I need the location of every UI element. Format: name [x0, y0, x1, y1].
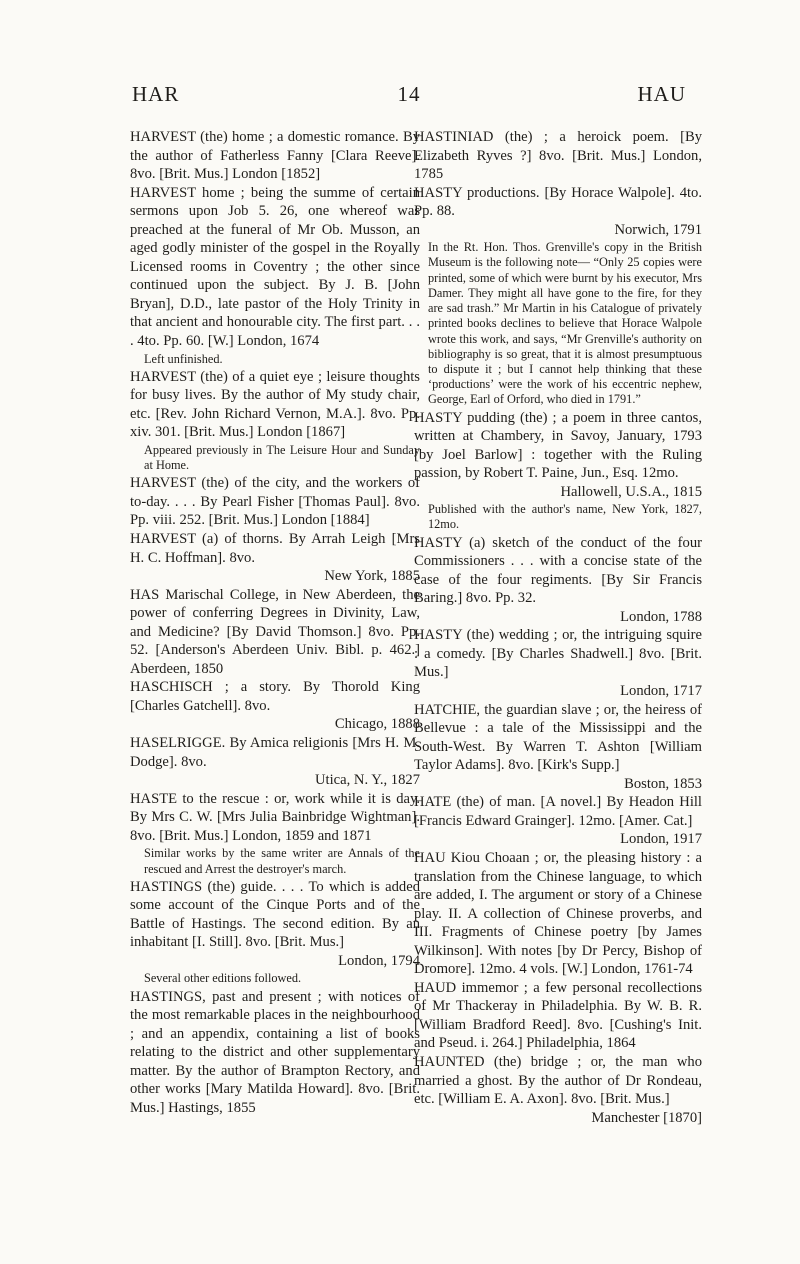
bibliography-entry: [414, 128, 702, 184]
bibliography-entry: [414, 793, 702, 849]
entry-text: HARVEST (a) of thorns. By Arrah Leigh [Mrs H. C. Hoffman]. 8vo.: [130, 531, 420, 566]
entry-text: HASTY pudding (the) ; a poem in three cantos, written at Chambery, in Savoy, January, 1793 [by Joel Barlow] : together with the Ruling passion, by Robert T. Paine, Jun., Esq. 12mo.: [414, 409, 702, 482]
bibliography-entry: [414, 849, 702, 979]
bibliography-entry: [130, 586, 420, 679]
bibliography-entry: [130, 678, 420, 734]
bibliography-entry: [414, 626, 702, 700]
running-head: [132, 82, 686, 112]
bibliography-entry: [130, 128, 420, 184]
entry-place-date: Manchester [1870]: [591, 1109, 702, 1126]
entry-text: HASTY productions. [By Horace Walpole]. 4to. Pp. 88.: [414, 184, 702, 220]
entry-text: HASTY (the) wedding ; or, the intriguing squire : a comedy. [By Charles Shadwell.] 8vo. [Brit. Mus.]: [414, 627, 702, 681]
bibliography-entry: [130, 184, 420, 351]
header-left: HAR: [132, 82, 180, 106]
bibliography-entry: [130, 790, 420, 846]
entry-text: HASTINGS (the) guide. . . . To which is added some account of the Cinque Ports and of the Battle of Hastings. The second edition. By an inhabitant [I. Still]. 8vo. [Brit. Mus.]: [130, 878, 420, 951]
entry-text: HATE (the) of man. [A novel.] By Headon Hill [Francis Edward Grainger]. 12mo. [Amer. Cat.]: [414, 794, 702, 829]
entry-text: HAU Kiou Choaan ; or, the pleasing history : a translation from the Chinese language, to which are added, I. The argument or story of a Chinese play. II. A collection of Chinese proverbs, and III. Fragments of Chinese poetry [by James Wilkinson]. With notes [by Dr Percy, Bishop of Dromore]. 12mo. 4 vols. [W.] London, 1761-74: [414, 849, 702, 978]
entry-place-date: London, 1788: [620, 608, 702, 625]
entry-place-date: New York, 1885: [324, 568, 420, 585]
page-number: 14: [397, 82, 421, 106]
entry-text: HASELRIGGE. By Amica religionis [Mrs H. M. Dodge]. 8vo.: [130, 735, 420, 770]
entry-place-date: Chicago, 1888: [334, 716, 420, 733]
entry-text: HARVEST (the) of a quiet eye ; leisure thoughts for busy lives. By the author of My study chair, etc. [Rev. John Richard Vernon, M.A.]. 8vo. Pp. xiv. 301. [Brit. Mus.] London [1867]: [130, 368, 420, 441]
entry-text: HAS Marischal College, in New Aberdeen, the power of conferring Degrees in Divinity, Law, and Medicine? [By David Thomson.] 8vo. Pp. 52. [Anderson's Aberdeen Univ. Bibl. p. 462.] Aberdeen, 1850: [130, 586, 420, 677]
bibliography-entry: [130, 530, 420, 586]
bibliography-entry: [130, 474, 420, 530]
header-right: HAU: [637, 82, 686, 106]
bibliography-entry: [130, 734, 420, 790]
right-column: [414, 128, 702, 1127]
entry-text: HAUD immemor ; a few personal recollections of Mr Thackeray in Philadelphia. By W. B. R. [William Bradford Reed]. 8vo. [Cushing's Init. and Pseud. i. 264.] Philadelphia, 1864: [414, 979, 702, 1052]
entry-text: HASCHISCH ; a story. By Thorold King [Charles Gatchell]. 8vo.: [130, 679, 420, 714]
entry-note: In the Rt. Hon. Thos. Grenville's copy in the British Museum is the following note— “Only 25 copies were printed, some of which were burnt by his executor, Mrs Damer. They might all have gone to the fire, for they are sad trash.” Mr Martin in his Catalogue of privately printed books declines to believe that Horace Walpole wrote this work, and says, “Mr Grenville's authority on bibliography is so great, that it is almost presumptuous to dispute it ; but I cannot help thinking that these ‘productions’ were the work of his eccentric nephew, George, Earl of Orford, who died in 1791.”: [428, 240, 702, 407]
bibliography-entry: [414, 534, 702, 627]
entry-text: HARVEST (the) of the city, and the workers of to-day. . . . By Pearl Fisher [Thomas Paul]. 8vo. Pp. viii. 252. [Brit. Mus.] London [1884]: [130, 475, 420, 529]
entry-note: Similar works by the same writer are Annals of the rescued and Arrest the destroyer's march.: [144, 846, 420, 876]
bibliography-entry: [414, 701, 702, 794]
bibliography-entry: [414, 979, 702, 1053]
bibliography-entry: [414, 409, 702, 502]
entry-note: Published with the author's name, New York, 1827, 12mo.: [428, 502, 702, 532]
entry-place-date: Hallowell, U.S.A., 1815: [560, 483, 702, 500]
left-column: [130, 128, 420, 1117]
entry-place-date: London, 1917: [620, 831, 702, 848]
entry-note: Appeared previously in The Leisure Hour and Sunday at Home.: [144, 442, 420, 473]
entry-text: HATCHIE, the guardian slave ; or, the heiress of Bellevue : a tale of the Mississippi and the South-West. By Warren T. Ashton [William Taylor Adams]. 8vo. [Kirk's Supp.]: [414, 701, 702, 774]
entry-text: HASTINIAD (the) ; a heroick poem. [By Elizabeth Ryves ?] 8vo. [Brit. Mus.] London, 1785: [414, 129, 702, 183]
entry-note: Left unfinished.: [144, 351, 223, 366]
entry-text: HARVEST home ; being the summe of certain sermons upon Job 5. 26, one whereof was preached at the funeral of Mr Ob. Musson, an aged godly minister of the gospel in the Royally Licensed rooms in Coventry ; the other since continued upon the subject. By J. B. [John Bryan], D.D., late pastor of the Holy Trinity in that ancient and honourable city. The first part. . . . 4to. Pp. 60. [W.] London, 1674: [130, 184, 420, 350]
entry-place-date: London, 1717: [620, 683, 702, 700]
entry-place-date: London, 1794: [338, 952, 420, 969]
bibliography-entry: [414, 1053, 702, 1127]
entry-text: HAUNTED (the) bridge ; or, the man who married a ghost. By the author of Dr Rondeau, etc. [William E. A. Axon]. 8vo. [Brit. Mus.]: [414, 1053, 702, 1108]
entry-place-date: Utica, N. Y., 1827: [315, 772, 420, 789]
bibliography-entry: [414, 184, 702, 240]
entry-text: HASTE to the rescue : or, work while it is day. By Mrs C. W. [Mrs Julia Bainbridge Wightman]. 8vo. [Brit. Mus.] London, 1859 and 1871: [130, 790, 420, 844]
entry-place-date: Norwich, 1791: [614, 221, 702, 238]
entry-note: Several other editions followed.: [144, 971, 302, 986]
entry-place-date: Boston, 1853: [624, 775, 702, 792]
bibliography-entry: [130, 878, 420, 971]
entry-text: HASTINGS, past and present ; with notices of the most remarkable places in the neighbourhood ; and an appendix, containing a list of books relating to the district and other supplementary matter. By the author of Brampton Rectory, and other works [Mary Matilda Howard]. 8vo. [Brit. Mus.] Hastings, 1855: [130, 988, 420, 1116]
bibliography-entry: [130, 988, 420, 1118]
entry-text: HARVEST (the) home ; a domestic romance. By the author of Fatherless Fanny [Clara Reeve]. 8vo. [Brit. Mus.] London [1852]: [130, 129, 420, 183]
entry-text: HASTY (a) sketch of the conduct of the four Commissioners . . . with a concise state of the case of the four regiments. [By Sir Francis Baring.] 8vo. Pp. 32.: [414, 534, 702, 607]
bibliography-entry: [130, 368, 420, 442]
